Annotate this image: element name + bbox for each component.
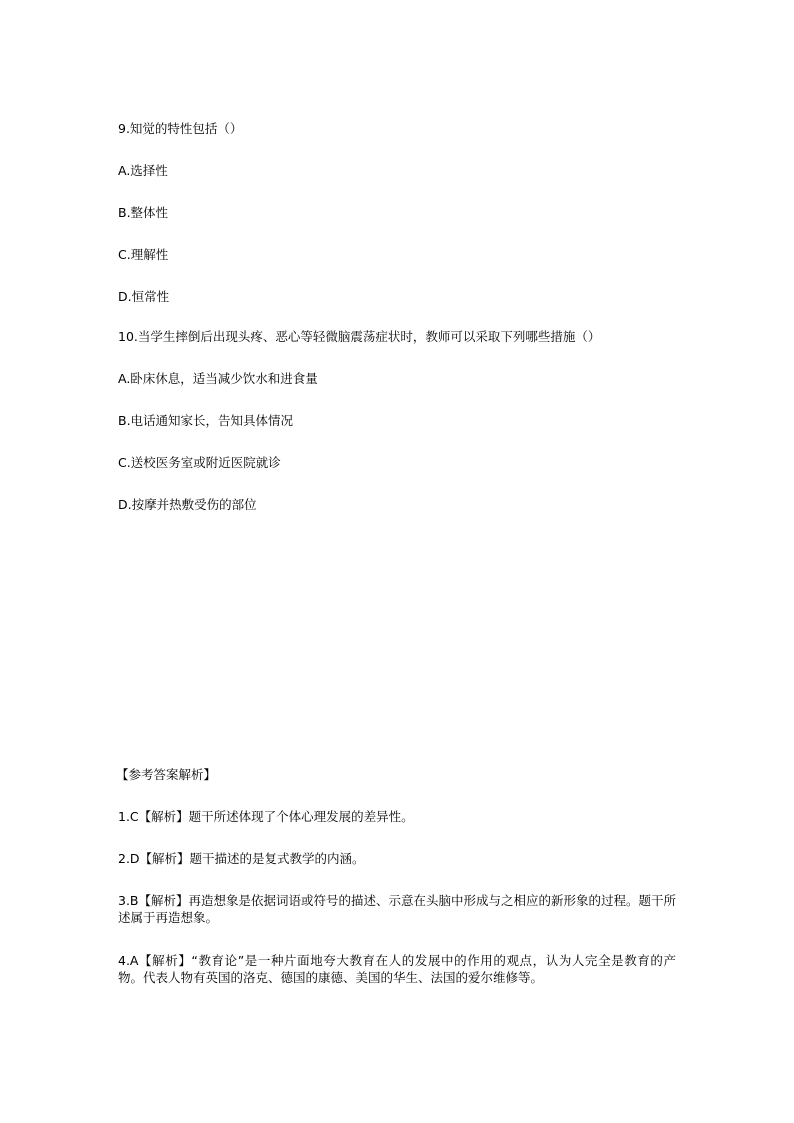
option-a: A.选择性 [118, 163, 168, 178]
question-stem: 9.知觉的特性包括（） [118, 121, 243, 136]
option-c: C.理解性 [118, 247, 169, 262]
option-a: A.卧床休息，适当减少饮水和进食量 [118, 371, 318, 386]
answer-item-2: 2.D【解析】题干描述的是复式教学的内涵。 [118, 851, 365, 866]
option-c: C.送校医务室或附近医院就诊 [118, 455, 281, 470]
answer-item-3: 3.B【解析】再造想象是依据词语或符号的描述、示意在头脑中形成与之相应的新形象的过程。题干所述属于再造想象。 [118, 893, 677, 925]
option-d: D.按摩并热敷受伤的部位 [118, 497, 257, 512]
option-b: B.电话通知家长，告知具体情况 [118, 413, 294, 428]
answer-item-4: 4.A【解析】“教育论”是一种片面地夸大教育在人的发展中的作用的观点，认为人完全是教育的产物。代表人物有英国的洛克、德国的康德、美国的华生、法国的爱尔维修等。 [118, 953, 676, 985]
option-b: B.整体性 [118, 205, 169, 220]
option-d: D.恒常性 [118, 289, 170, 304]
answer-item-1: 1.C【解析】题干所述体现了个体心理发展的差异性。 [118, 809, 414, 824]
answer-heading: 【参考答案解析】 [116, 767, 217, 782]
question-stem: 10.当学生摔倒后出现头疼、恶心等轻微脑震荡症状时，教师可以采取下列哪些措施（） [118, 329, 601, 344]
